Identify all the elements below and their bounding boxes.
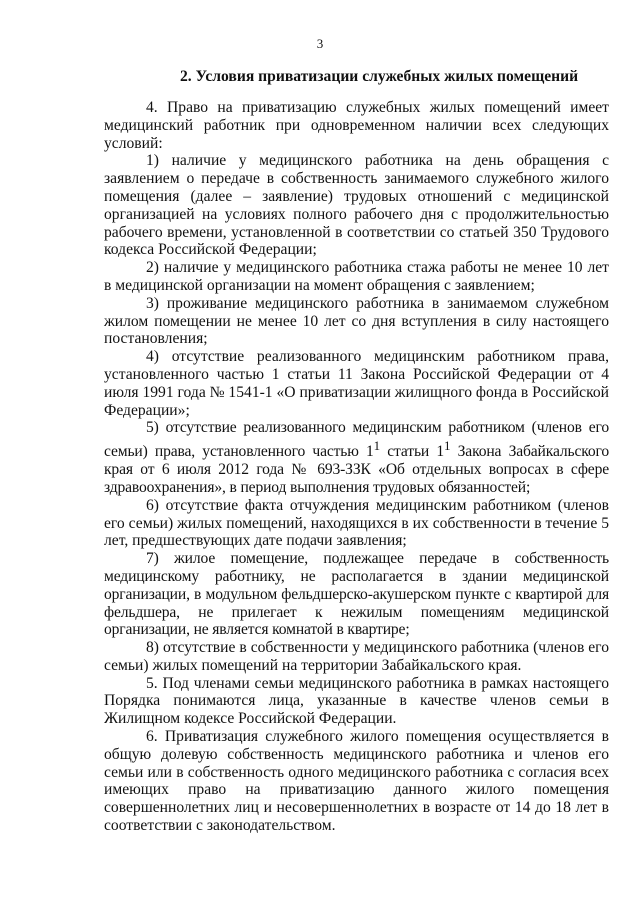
- condition-7: 7) жилое помещение, подлежащее передаче в собственность медицинскому работнику, не располагается в здании медицинской организации, в модульном фельдшерско-акушерском пункте с квартирой для фельдшера, не прилегает к нежилым помещениям медицинской организации, не является комнатой в квартире;: [104, 550, 609, 639]
- condition-3: 3) проживание медицинского работника в занимаемом служебном жилом помещении не менее 10 лет со дня вступления в силу настоящего постановления;: [104, 294, 609, 348]
- page-number: 3: [316, 36, 324, 51]
- paragraph-4: 4. Право на приватизацию служебных жилых помещений имеет медицинский работник при одновременном наличии всех следующих условий:: [104, 99, 609, 152]
- condition-5-sup-b: 1: [444, 438, 451, 454]
- condition-5-sup-a: 1: [373, 438, 381, 454]
- condition-2: 2) наличие у медицинского работника стажа работы не менее 10 лет в медицинской организации на момент обращения с заявлением;: [104, 259, 609, 294]
- condition-5-part-a: 5) отсутствие реализованного медицинским работником (членов его семьи) права, установленного частью 1: [104, 419, 609, 461]
- condition-5-part-c: Закона Забайкальского края от 6 июля 2012 года № 693-ЗЗК «Об отдельных вопросах в сфере здравоохранения», в период выполнения трудовых обязанностей;: [104, 443, 609, 496]
- condition-4: 4) отсутствие реализованного медицинским работником права, установленного частью 1 статьи 11 Закона Российской Федерации от 4 июля 1991 года № 1541-1 «О приватизации жилищного фонда в Российской Федерации»;: [104, 348, 610, 419]
- condition-8: 8) отсутствие в собственности у медицинского работника (членов его семьи) жилых помещений на территории Забайкальского края.: [104, 639, 609, 674]
- paragraph-5: 5. Под членами семьи медицинского работника в рамках настоящего Порядка понимаются лица, указанные в качестве членов семьи в Жилищном кодексе Российской Федерации.: [104, 674, 609, 728]
- document-body: [104, 99, 609, 835]
- paragraph-6: 6. Приватизация служебного жилого помещения осуществляется в общую долевую собственность медицинского работника и членов его семьи или в собственность одного медицинского работника с согласия всех имеющих право на приватизацию данного жилого помещения совершеннолетних лиц и несовершеннолетних в возрасте от 14 до 18 лет в соответствии с законодательством.: [104, 728, 609, 835]
- condition-5-part-b: статьи 1: [380, 443, 445, 461]
- section-heading: 2. Условия приватизации служебных жилых помещений: [180, 68, 579, 85]
- condition-6: 6) отсутствие факта отчуждения медицинским работником (членов его семьи) жилых помещений, находящихся в их собственности в течение 5 лет, предшествующих дате подачи заявления;: [104, 496, 609, 550]
- condition-5: [104, 419, 609, 496]
- condition-1: 1) наличие у медицинского работника на день обращения с заявлением о передаче в собственность занимаемого служебного жилого помещения (далее – заявление) трудовых отношений с медицинской организацией на условиях полного рабочего дня с продолжительностью рабочего времени, установленной в соответствии со статьей 350 Трудового кодекса Российской Федерации;: [104, 152, 609, 259]
